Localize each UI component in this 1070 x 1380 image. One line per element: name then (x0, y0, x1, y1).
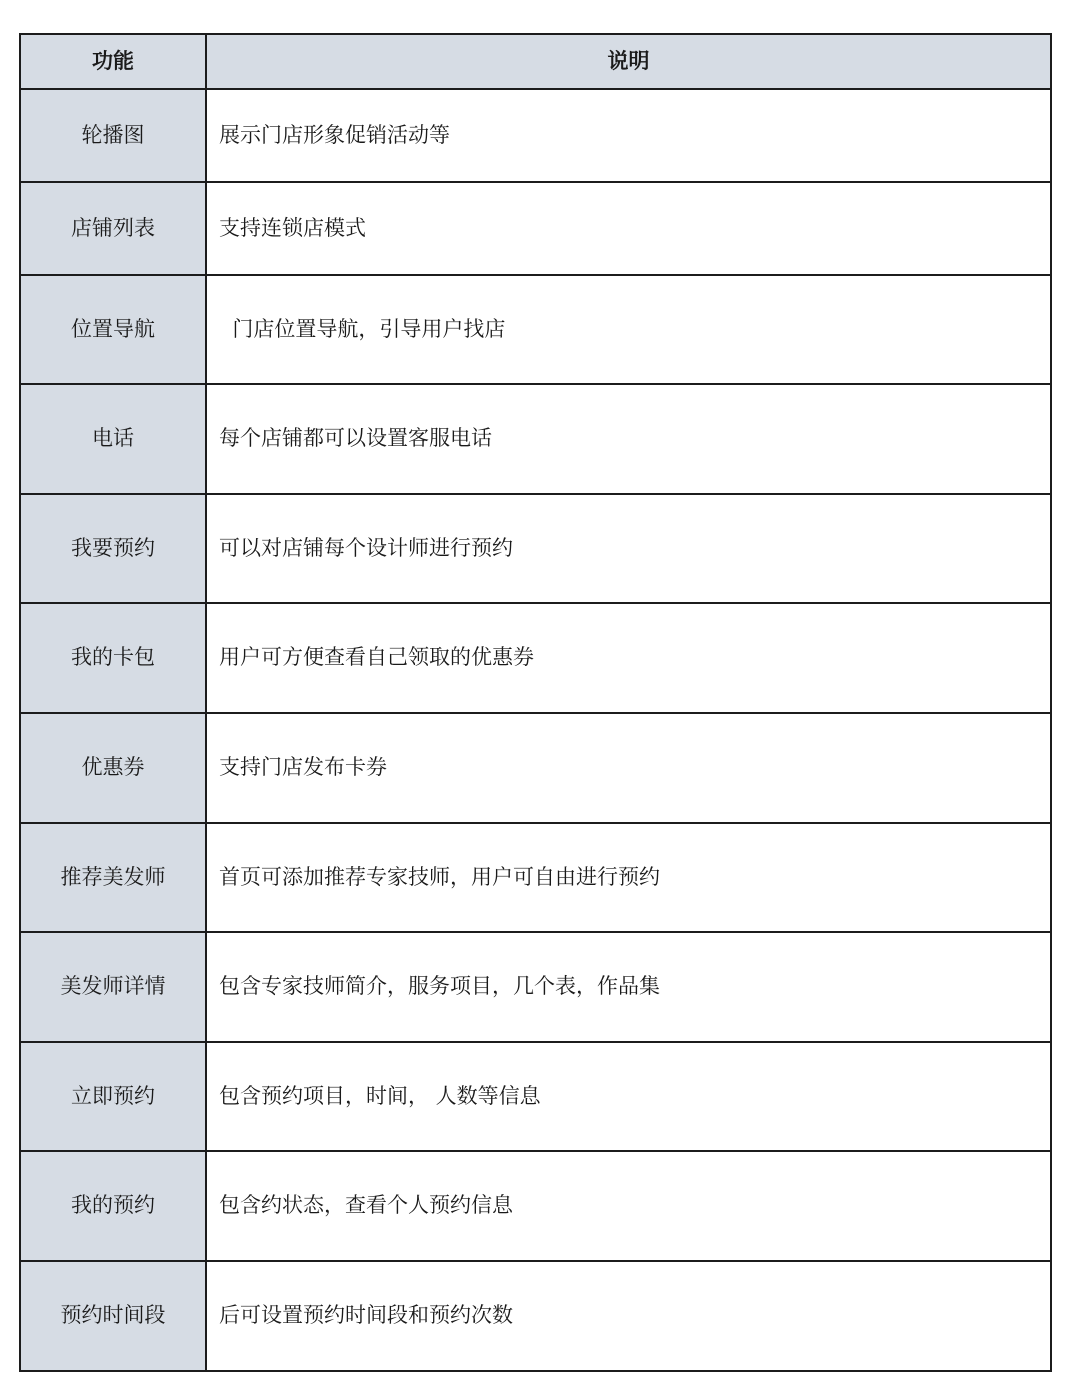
feature-cell: 我的预约 (20, 1151, 206, 1261)
feature-cell: 轮播图 (20, 89, 206, 182)
table-header (20, 34, 1051, 89)
header-feature: 功能 (20, 34, 206, 89)
description-cell: 支持门店发布卡券 (206, 713, 1051, 823)
description-cell: 包含预约项目，时间， 人数等信息 (206, 1042, 1051, 1151)
description-cell: 每个店铺都可以设置客服电话 (206, 384, 1051, 494)
feature-cell: 预约时间段 (20, 1261, 206, 1371)
description-cell: 支持连锁店模式 (206, 182, 1051, 275)
table-row (20, 89, 1051, 182)
table-row (20, 1261, 1051, 1371)
header-description: 说明 (206, 34, 1051, 89)
feature-cell: 立即预约 (20, 1042, 206, 1151)
table-row (20, 384, 1051, 494)
feature-cell: 美发师详情 (20, 932, 206, 1042)
description-cell: 包含专家技师简介，服务项目，几个表，作品集 (206, 932, 1051, 1042)
description-cell: 用户可方便查看自己领取的优惠券 (206, 603, 1051, 713)
description-cell: 包含约状态，查看个人预约信息 (206, 1151, 1051, 1261)
description-cell: 门店位置导航，引导用户找店 (206, 275, 1051, 384)
header-row (20, 34, 1051, 89)
description-cell: 可以对店铺每个设计师进行预约 (206, 494, 1051, 603)
table-row (20, 603, 1051, 713)
description-cell: 后可设置预约时间段和预约次数 (206, 1261, 1051, 1371)
table-row (20, 182, 1051, 275)
feature-cell: 优惠券 (20, 713, 206, 823)
table-row (20, 713, 1051, 823)
feature-cell: 店铺列表 (20, 182, 206, 275)
feature-cell: 位置导航 (20, 275, 206, 384)
feature-cell: 我要预约 (20, 494, 206, 603)
table-row (20, 494, 1051, 603)
table-row (20, 932, 1051, 1042)
feature-table (19, 33, 1052, 1372)
table-row (20, 275, 1051, 384)
description-cell: 首页可添加推荐专家技师，用户可自由进行预约 (206, 823, 1051, 932)
feature-cell: 推荐美发师 (20, 823, 206, 932)
description-cell: 展示门店形象促销活动等 (206, 89, 1051, 182)
table-body (20, 89, 1051, 1371)
table-row (20, 823, 1051, 932)
table-row (20, 1151, 1051, 1261)
feature-cell: 电话 (20, 384, 206, 494)
table-row (20, 1042, 1051, 1151)
feature-cell: 我的卡包 (20, 603, 206, 713)
